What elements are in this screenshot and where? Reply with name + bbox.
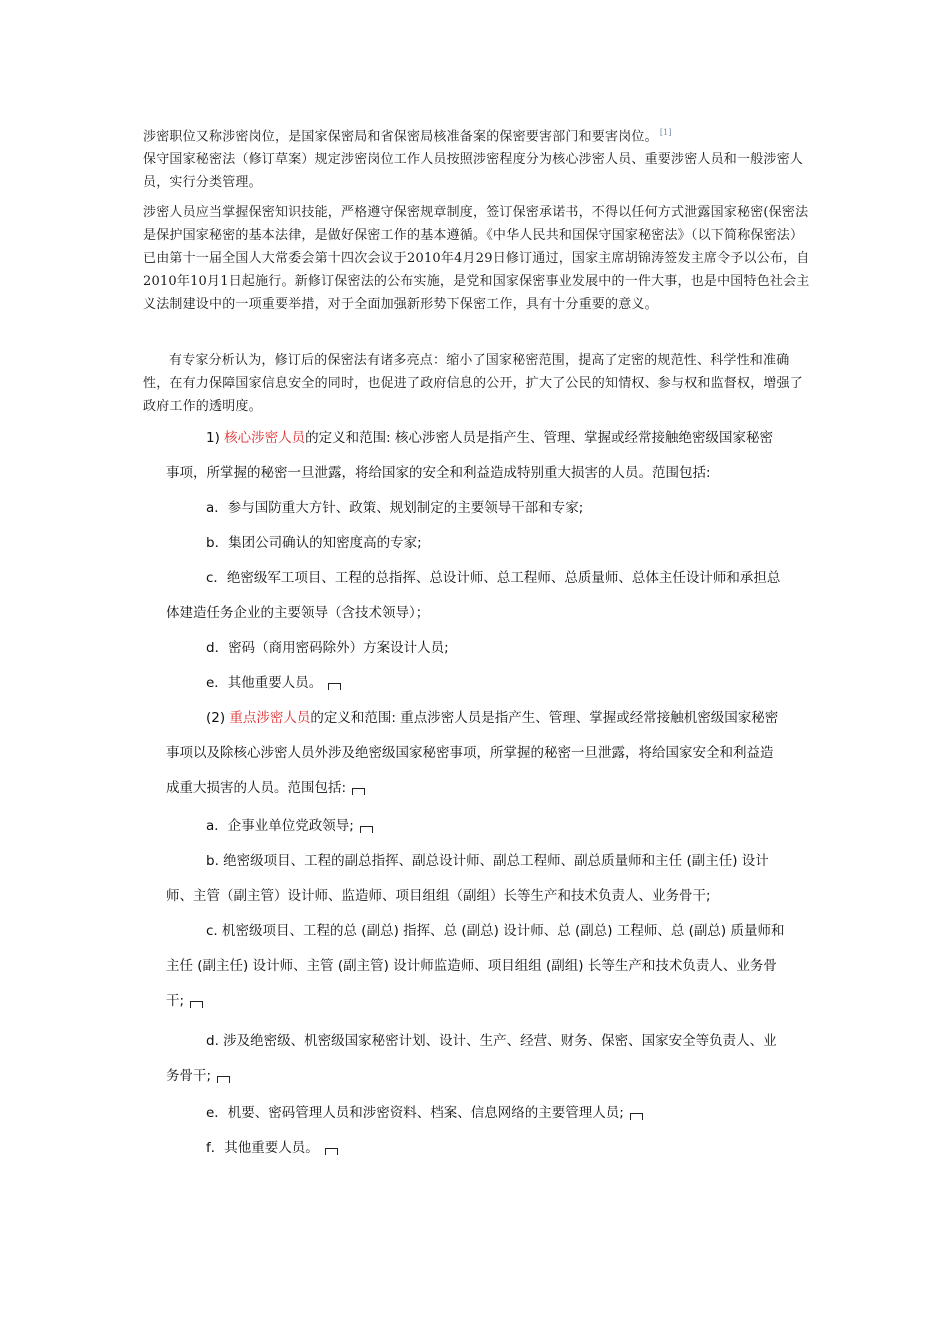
paragraph-mark-icon — [217, 1076, 230, 1083]
important-item-d — [166, 1024, 786, 1094]
important-item-e — [206, 1096, 826, 1131]
intro-paragraph-1 — [143, 121, 811, 148]
intro-paragraph-4: 有专家分析认为，修订后的保密法有诸多亮点：缩小了国家秘密范围，提高了定密的规范性、科学性和准确性，在有力保障国家信息安全的同时，也促进了政府信息的公开，扩大了公民的知情权、参与权和监督权，增强了政府工作的透明度。 — [143, 353, 804, 414]
important-item-b: b. 绝密级项目、工程的副总指挥、副总设计师、副总工程师、副总质量师和主任 (副主任) 设计师、主管（副主管）设计师、监造师、项目组组（副组）长等生产和技术负责人、业务骨干; — [166, 853, 769, 904]
footnote-ref[interactable]: [1] — [659, 128, 672, 137]
important-definition-text: 的定义和范围: 重点涉密人员是指产生、管理、掌握或经常接触机密级国家秘密事项以及除核心涉密人员外涉及绝密级国家秘密事项，所掌握的秘密一旦泄露，将给国家安全和利益造成重大损害的人员。范围包括: — [166, 710, 779, 796]
important-item-c-text: c. 机密级项目、工程的总 (副总) 指挥、总 (副总) 设计师、总 (副总) 工程师、总 (副总) 质量师和主任 (副主任) 设计师、主管 (副主管) 设计师监造师、项目组组 (副组) 长等生产和技术负责人、业务骨干; — [166, 923, 785, 1009]
paragraph-mark-icon — [360, 826, 373, 833]
intro-paragraph-1-text: 涉密职位又称涉密岗位，是国家保密局和省保密局核准备案的保密要害部门和要害岗位。 — [143, 129, 658, 145]
core-item-c: c．绝密级军工项目、工程的总指挥、总设计师、总工程师、总质量师、总体主任设计师和承担总体建造任务企业的主要领导（含技术领导）； — [166, 570, 781, 621]
core-item-d: d．密码（商用密码除外）方案设计人员; — [206, 640, 449, 656]
important-item-a — [206, 809, 826, 844]
important-definition — [166, 701, 786, 806]
important-item-f — [206, 1131, 826, 1166]
intro-paragraph-2: 保守国家秘密法（修订草案）规定涉密岗位工作人员按照涉密程度分为核心涉密人员、重要涉密人员和一般涉密人员，实行分类管理。 — [143, 152, 804, 190]
important-item-a-text: a．企事业单位党政领导; — [206, 818, 354, 834]
core-term: 核心涉密人员 — [224, 430, 306, 446]
core-item-e — [206, 666, 826, 701]
paragraph-mark-icon — [325, 1148, 338, 1155]
core-prefix: 1) — [206, 430, 225, 446]
important-item-d-text: d. 涉及绝密级、机密级国家秘密计划、设计、生产、经营、财务、保密、国家安全等负责人、业务骨干; — [166, 1033, 777, 1084]
core-item-e-text: e．其他重要人员。 — [206, 675, 323, 691]
intro-paragraph-3: 涉密人员应当掌握保密知识技能，严格遵守保密规章制度，签订保密承诺书，不得以任何方式泄露国家秘密(保密法是保护国家秘密的基本法律，是做好保密工作的基本遵循。《中华人民共和国保守国家秘密法》（以下简称保密法）已由第十一届全国人大常委会第十四次会议于2010年4月29日修订通过，国家主席胡锦涛签发主席令予以公布，自2010年10月1日起施行。新修订保密法的公布实施，是党和国家保密事业发展中的一件大事，也是中国特色社会主义法制建设中的一项重要举措，对于全面加强新形势下保密工作，具有十分重要的意义。 — [143, 205, 810, 312]
important-term: 重点涉密人员 — [229, 710, 311, 726]
core-item-a: a．参与国防重大方针、政策、规划制定的主要领导干部和专家; — [206, 500, 584, 516]
core-definition-text: 的定义和范围: 核心涉密人员是指产生、管理、掌握或经常接触绝密级国家秘密事项，所掌握的秘密一旦泄露，将给国家的安全和利益造成特别重大损害的人员。范围包括: — [166, 430, 773, 481]
core-item-b: b．集团公司确认的知密度高的专家; — [206, 535, 422, 551]
core-definition — [166, 421, 786, 491]
paragraph-mark-icon — [190, 1001, 203, 1008]
paragraph-mark-icon — [630, 1113, 643, 1120]
important-item-e-text: e．机要、密码管理人员和涉密资料、档案、信息网络的主要管理人员; — [206, 1105, 624, 1121]
paragraph-mark-icon — [352, 788, 365, 795]
important-item-c — [166, 914, 786, 1019]
important-item-f-text: f．其他重要人员。 — [206, 1140, 319, 1156]
paragraph-mark-icon — [328, 683, 341, 690]
important-prefix: (2) — [206, 710, 230, 726]
